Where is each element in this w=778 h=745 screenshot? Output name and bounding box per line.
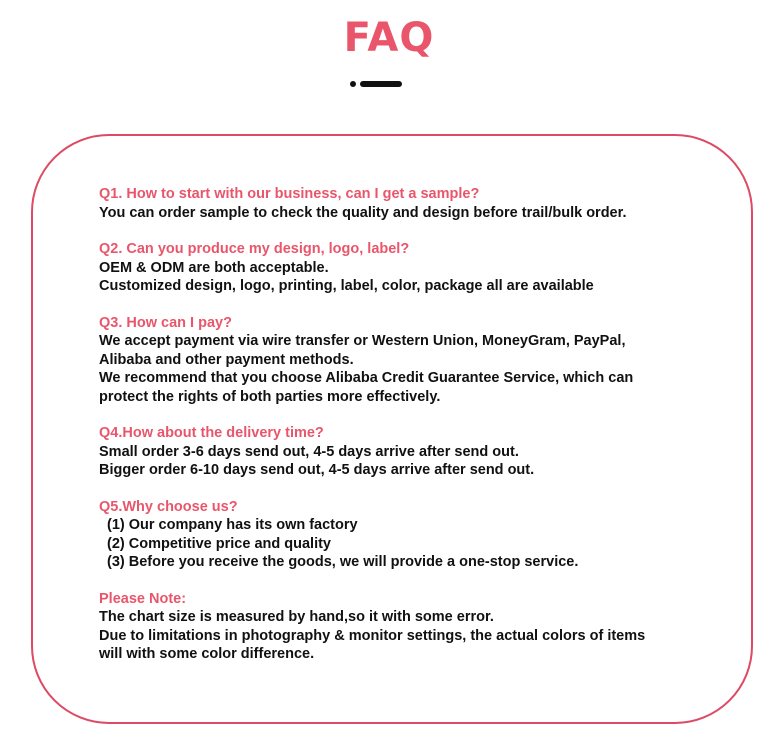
question-text: Q3. How can I pay? — [99, 314, 232, 331]
divider-dot — [350, 81, 356, 87]
question-text: Q2. Can you produce my design, logo, label? — [99, 241, 410, 257]
question-text: Q4.How about the delivery time? — [99, 425, 324, 441]
faq-item-q5 — [99, 498, 719, 572]
answer-text: (3) Before you receive the goods, we will provide a one-stop service. — [107, 554, 579, 570]
faq-item-q1 — [99, 185, 719, 222]
answer-text: You can order sample to check the quality and design before trail/bulk order. — [99, 204, 627, 221]
answer-text: Customized design, logo, printing, label, color, package all are available — [99, 278, 594, 294]
note-text: The chart size is measured by hand,so it with some error. — [99, 609, 494, 625]
answer-text: (2) Competitive price and quality — [107, 535, 331, 552]
divider-bar — [360, 81, 402, 87]
answer-text: Bigger order 6-10 days send out, 4-5 days arrive after send out. — [99, 462, 535, 478]
faq-item-q4 — [99, 424, 719, 480]
answer-text: We recommend that you choose Alibaba Credit Guarantee Service, which can — [99, 370, 634, 386]
answer-text: We accept payment via wire transfer or Western Union, MoneyGram, PayPal, — [99, 333, 626, 349]
faq-note — [99, 590, 719, 664]
faq-item-q3 — [99, 314, 719, 407]
page-title: FAQ — [343, 15, 435, 61]
answer-text: Small order 3-6 days send out, 4-5 days arrive after send out. — [99, 443, 519, 460]
note-title: Please Note: — [99, 590, 187, 607]
note-text: will with some color difference. — [99, 646, 315, 662]
answer-text: protect the rights of both parties more effectively. — [99, 388, 441, 405]
question-text: Q1. How to start with our business, can I get a sample? — [99, 186, 480, 202]
note-text: Due to limitations in photography & monitor settings, the actual colors of items — [99, 627, 646, 644]
question-text: Q5.Why choose us? — [99, 498, 238, 515]
title-divider — [350, 80, 402, 88]
answer-text: OEM & ODM are both acceptable. — [99, 259, 329, 276]
faq-item-q2 — [99, 240, 719, 296]
faq-content — [99, 185, 719, 682]
answer-text: Alibaba and other payment methods. — [99, 351, 354, 368]
answer-text: (1) Our company has its own factory — [107, 517, 358, 533]
